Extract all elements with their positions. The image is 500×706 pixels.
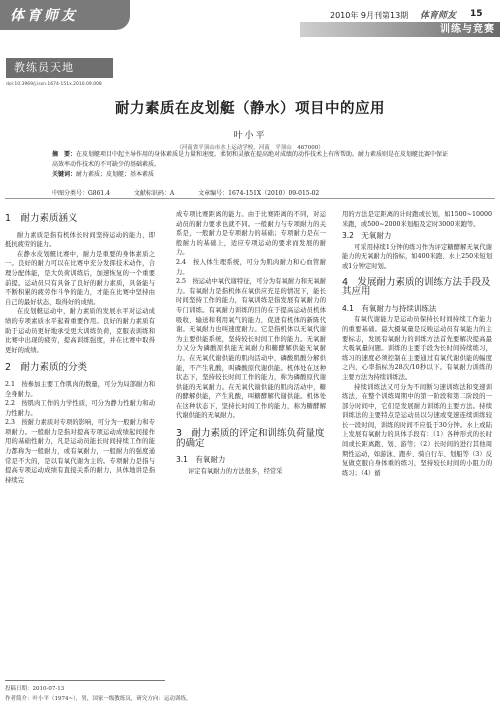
paragraph: 评定有氧耐力的方法很多，经常采	[188, 467, 283, 475]
keywords-label: 关键词：	[52, 171, 77, 178]
received-date: 投稿日期：2010-07-13	[5, 686, 65, 692]
paragraph: 2.3 按耐力素质对专项的影响，可分为一般耐力和专项耐力。一般耐力是指对提高专项运动成绩起间接作用的基础性耐力，凡是运动员能长时间持续工作的能力都称为一般耐力，或有氧耐力，一般耐力的强度通常是不大的，是以有氧代谢为主的。专项耐力是指与提高专项运动成绩有直接关系的耐力，具体地讲是指持续完	[5, 419, 155, 484]
column-3	[342, 210, 492, 478]
subsection-heading: 3.2 无氧耐力	[342, 231, 392, 241]
page-number: 15	[470, 9, 483, 19]
document-code: 文献标识码：A	[133, 190, 175, 197]
column-tag: 教练员天地	[6, 58, 113, 78]
abstract-label: 摘 要：	[52, 151, 77, 158]
section-label: 训练与竞赛	[440, 24, 495, 35]
paragraph: 有氧代谢能力是运动员保持长时间持续工作能力的重要基础。最大摄氧量是反映运动员有氧能力的主要标志，发展有氧耐力的训练方法首先要解决提高最大吸氧量问题。训练的主要手段为长时间持续练习，练习的速度必须控制在主要通过有氧代谢供能的幅度之内，心率指标为28次/10秒以下。有氧耐力训练的主要方法为持续训练法。	[342, 316, 492, 381]
author-name: 叶小平	[233, 131, 267, 141]
paragraph: 持续训练法又可分为不间断匀速训练法和变速训练法，在整个训练周期中的第一阶段和第二阶段的一部分时间中，它们是发展耐力训练的主要方法。持续训练法的主要特点是运动员以匀速或变速连续训练较长一段时间，训练的时间不应低于30分钟。水上或陆上发展有氧耐力的具体手段有：（1）各种形式的长时间或长距离跑、划、游等；（2）长时间的进行其他周期性运动，如游泳、跑步、骑自行车、划船等（3）反复做克服自身体重的练习，坚持较长时间的小阻力的练习；（4）循	[342, 383, 492, 477]
paragraph: 2.4 按人体生理系统，可分为肌肉耐力和心血管耐力。	[176, 258, 326, 276]
subsection-heading: 4.1 有氧耐力与持续训练法	[342, 303, 437, 313]
header-left-logo: 体育师友	[10, 8, 78, 24]
paragraph: 用的方法是定距离的计时跑或长划，如1500~10000米跑，或500~2000米划船及定时3000米跑等。	[342, 211, 492, 228]
divider	[5, 198, 495, 199]
article-title: 耐力素质在皮划艇（静水）项目中的应用	[115, 101, 385, 117]
section-heading: 1 耐力素质涵义	[5, 213, 78, 224]
paragraph: 耐力素质是指有机体长时间坚持运动的能力，即抵抗疲劳的能力。	[5, 231, 155, 249]
keywords-text: 耐力素质；皮划艇；基本素质	[76, 171, 155, 178]
paragraph: 在皮划艇运动中，耐力素质的发展水平对运动成绩的专项素质水平起着重要作用。良好的耐力素质有助于运动员更好地承受更大训练负荷，克服表训练和比赛中出现的疲劳，提高训练强度，并在比赛中取得更好的成绩。	[5, 308, 155, 354]
column-1	[5, 210, 155, 485]
paragraph: 2.5 按运动中氧代谢特征，可分为有氧耐力和无氧耐力。有氧耐力是指机体在氧供应充足的情况下，能长时间坚持工作的能力，有氧训练是指发展有氧耐力的专门训练。有氧耐力训练的目的在于提高运动员机体吸收、输送和利用氧气的能力，促进有机体的新陈代谢。无氧耐力也叫速度耐力。它是指机体以无氧代谢为主要供能系统，坚持较长时间工作的能力。无氧耐力又分为磷酸原供能无氧耐力和糖酵解供能无氧耐力。在无氧代谢供能的肌肉活动中，磷酸肌酸分解供能，不产生乳酸，叫磷酸原代谢供能。机体处在这种状态下，坚持较长时间工作的能力，称为磷酸原代谢供能的无氧耐力。在无氧代谢供能的肌肉活动中，糖的酵解供能，产生乳酸，叫糖酵解代谢供能。机体处在这种状态下，坚持长时间工作的能力，称为糖酵解代谢供能的无氧耐力。	[176, 278, 326, 420]
paragraph: 2.1 按参加主要工作肌肉的数量，可分为局部耐力和全身耐力。	[5, 380, 155, 398]
section-heading: 3 耐力素质的评定和训练负荷量度的确定	[176, 428, 325, 449]
subsection-heading: 3.1 有氧耐力	[176, 455, 226, 465]
paragraph: 2.2 按肌肉工作的力学性质，可分为静力性耐力和动力性耐力。	[5, 400, 155, 417]
clc-number: 中图分类号：G861.4	[52, 190, 110, 197]
paragraph: 可采用持续1分钟的练习作为评定糖酵解无氧代谢能力的无氧耐力的指标，如400米跑、水上250米短划或1分钟定时划。	[342, 243, 492, 270]
paragraph: 在静水皮划艇比赛中，耐力是重要的身体素质之一。良好的耐力可以在比赛中充分发挥技术动作，合理分配体能，是大负荷训练后，加速恢复的一个重要前提。运动员只有具备了良好的耐力素质，具备能与不断积累的疲劳作斗争的能力，才能在比赛中坚持由自己的最好状态，取得好的成绩。	[5, 250, 155, 306]
footnote-rule	[5, 680, 165, 681]
issue-label: 2010年 9月刊第13期	[330, 11, 409, 20]
doi-text: doi:10.3969/j.issn.1674-151x.2010.09.008	[6, 82, 102, 87]
paragraph: 成专项比赛距离的能力。由于比赛距离的不同，对运动员的耐力要求也就不同。一般耐力与专项耐力的关系是，一般耐力是专项耐力的基础；专项耐力是在一般耐力的基础上，适应专项运动的要求而发展的耐力。	[176, 211, 326, 257]
header-right-logo: 体育师友	[420, 11, 457, 21]
author-bio: 作者简介：叶小平（1974~），男，国家一级教练员，研究方向：运动训练。	[5, 696, 192, 702]
abstract-text: 在皮划艇项目中起主导作用的身体素质是力量和速度。柔韧和灵敏在提高绝对成绩的动作技术上有所帮助。耐力素质则是在皮划艇比赛中保证高效率动作技术的不可缺少的基础素质。	[52, 151, 449, 168]
column-2	[176, 210, 326, 476]
section-heading: 4 发展耐力素质的训练方法手段及其应用	[342, 276, 491, 298]
article-number: 文章编号：1674-151X（2010）09-015-02	[198, 190, 320, 197]
abstract-block	[52, 150, 452, 180]
classification-line	[52, 188, 341, 197]
author-affiliation: （河南省平顶山市水上运动学校，河南 平顶山 467000）	[176, 145, 324, 151]
section-heading: 2 耐力素质的分类	[5, 362, 88, 374]
